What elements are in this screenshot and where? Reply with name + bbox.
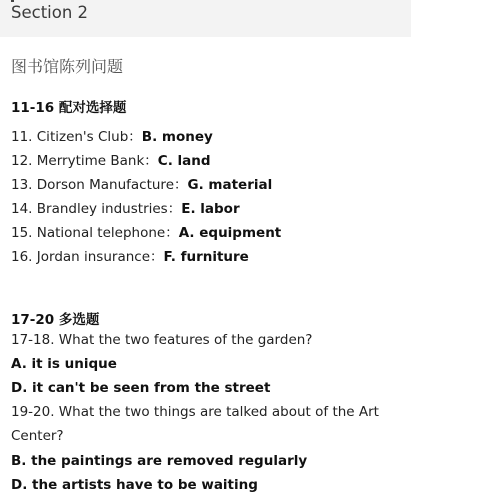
matching-question: 13. Dorson Manufacture： <box>11 177 188 193</box>
matching-answer: C. land <box>157 153 211 169</box>
answer-19: B. the paintings are removed regularly <box>11 453 308 469</box>
section-header <box>0 0 411 37</box>
matching-question: 12. Merrytime Bank： <box>11 153 158 169</box>
matching-item <box>11 224 281 242</box>
matching-answer: F. furniture <box>163 249 249 265</box>
answer-18: D. it can't be seen from the street <box>11 380 271 396</box>
matching-question: 15. National telephone： <box>11 225 179 241</box>
answer-17: A. it is unique <box>11 356 117 372</box>
matching-answer: E. labor <box>181 201 240 217</box>
page-title: 图书馆陈列问题 <box>11 57 124 76</box>
section-label: Section 2 <box>11 3 89 22</box>
matching-answer: B. money <box>141 129 213 145</box>
matching-answer: A. equipment <box>178 225 282 241</box>
matching-item <box>11 200 240 218</box>
matching-heading: 11-16 配对选择题 <box>11 100 127 116</box>
matching-item <box>11 176 272 194</box>
matching-question: 11. Citizen's Club： <box>11 129 142 145</box>
question-19-20-continued: Center? <box>11 428 64 444</box>
answer-20: D. the artists have to be waiting <box>11 477 258 493</box>
matching-item <box>11 128 213 146</box>
multiple-choice-heading: 17-20 多选题 <box>11 312 100 328</box>
matching-question: 16. Jordan insurance： <box>11 249 164 265</box>
matching-question: 14. Brandley industries： <box>11 201 182 217</box>
question-19-20: 19-20. What the two things are talked about of the Art <box>11 404 379 420</box>
question-17-18: 17-18. What the two features of the garden? <box>11 332 313 348</box>
matching-answer: G. material <box>187 177 273 193</box>
matching-item <box>11 152 211 170</box>
matching-item <box>11 248 249 266</box>
